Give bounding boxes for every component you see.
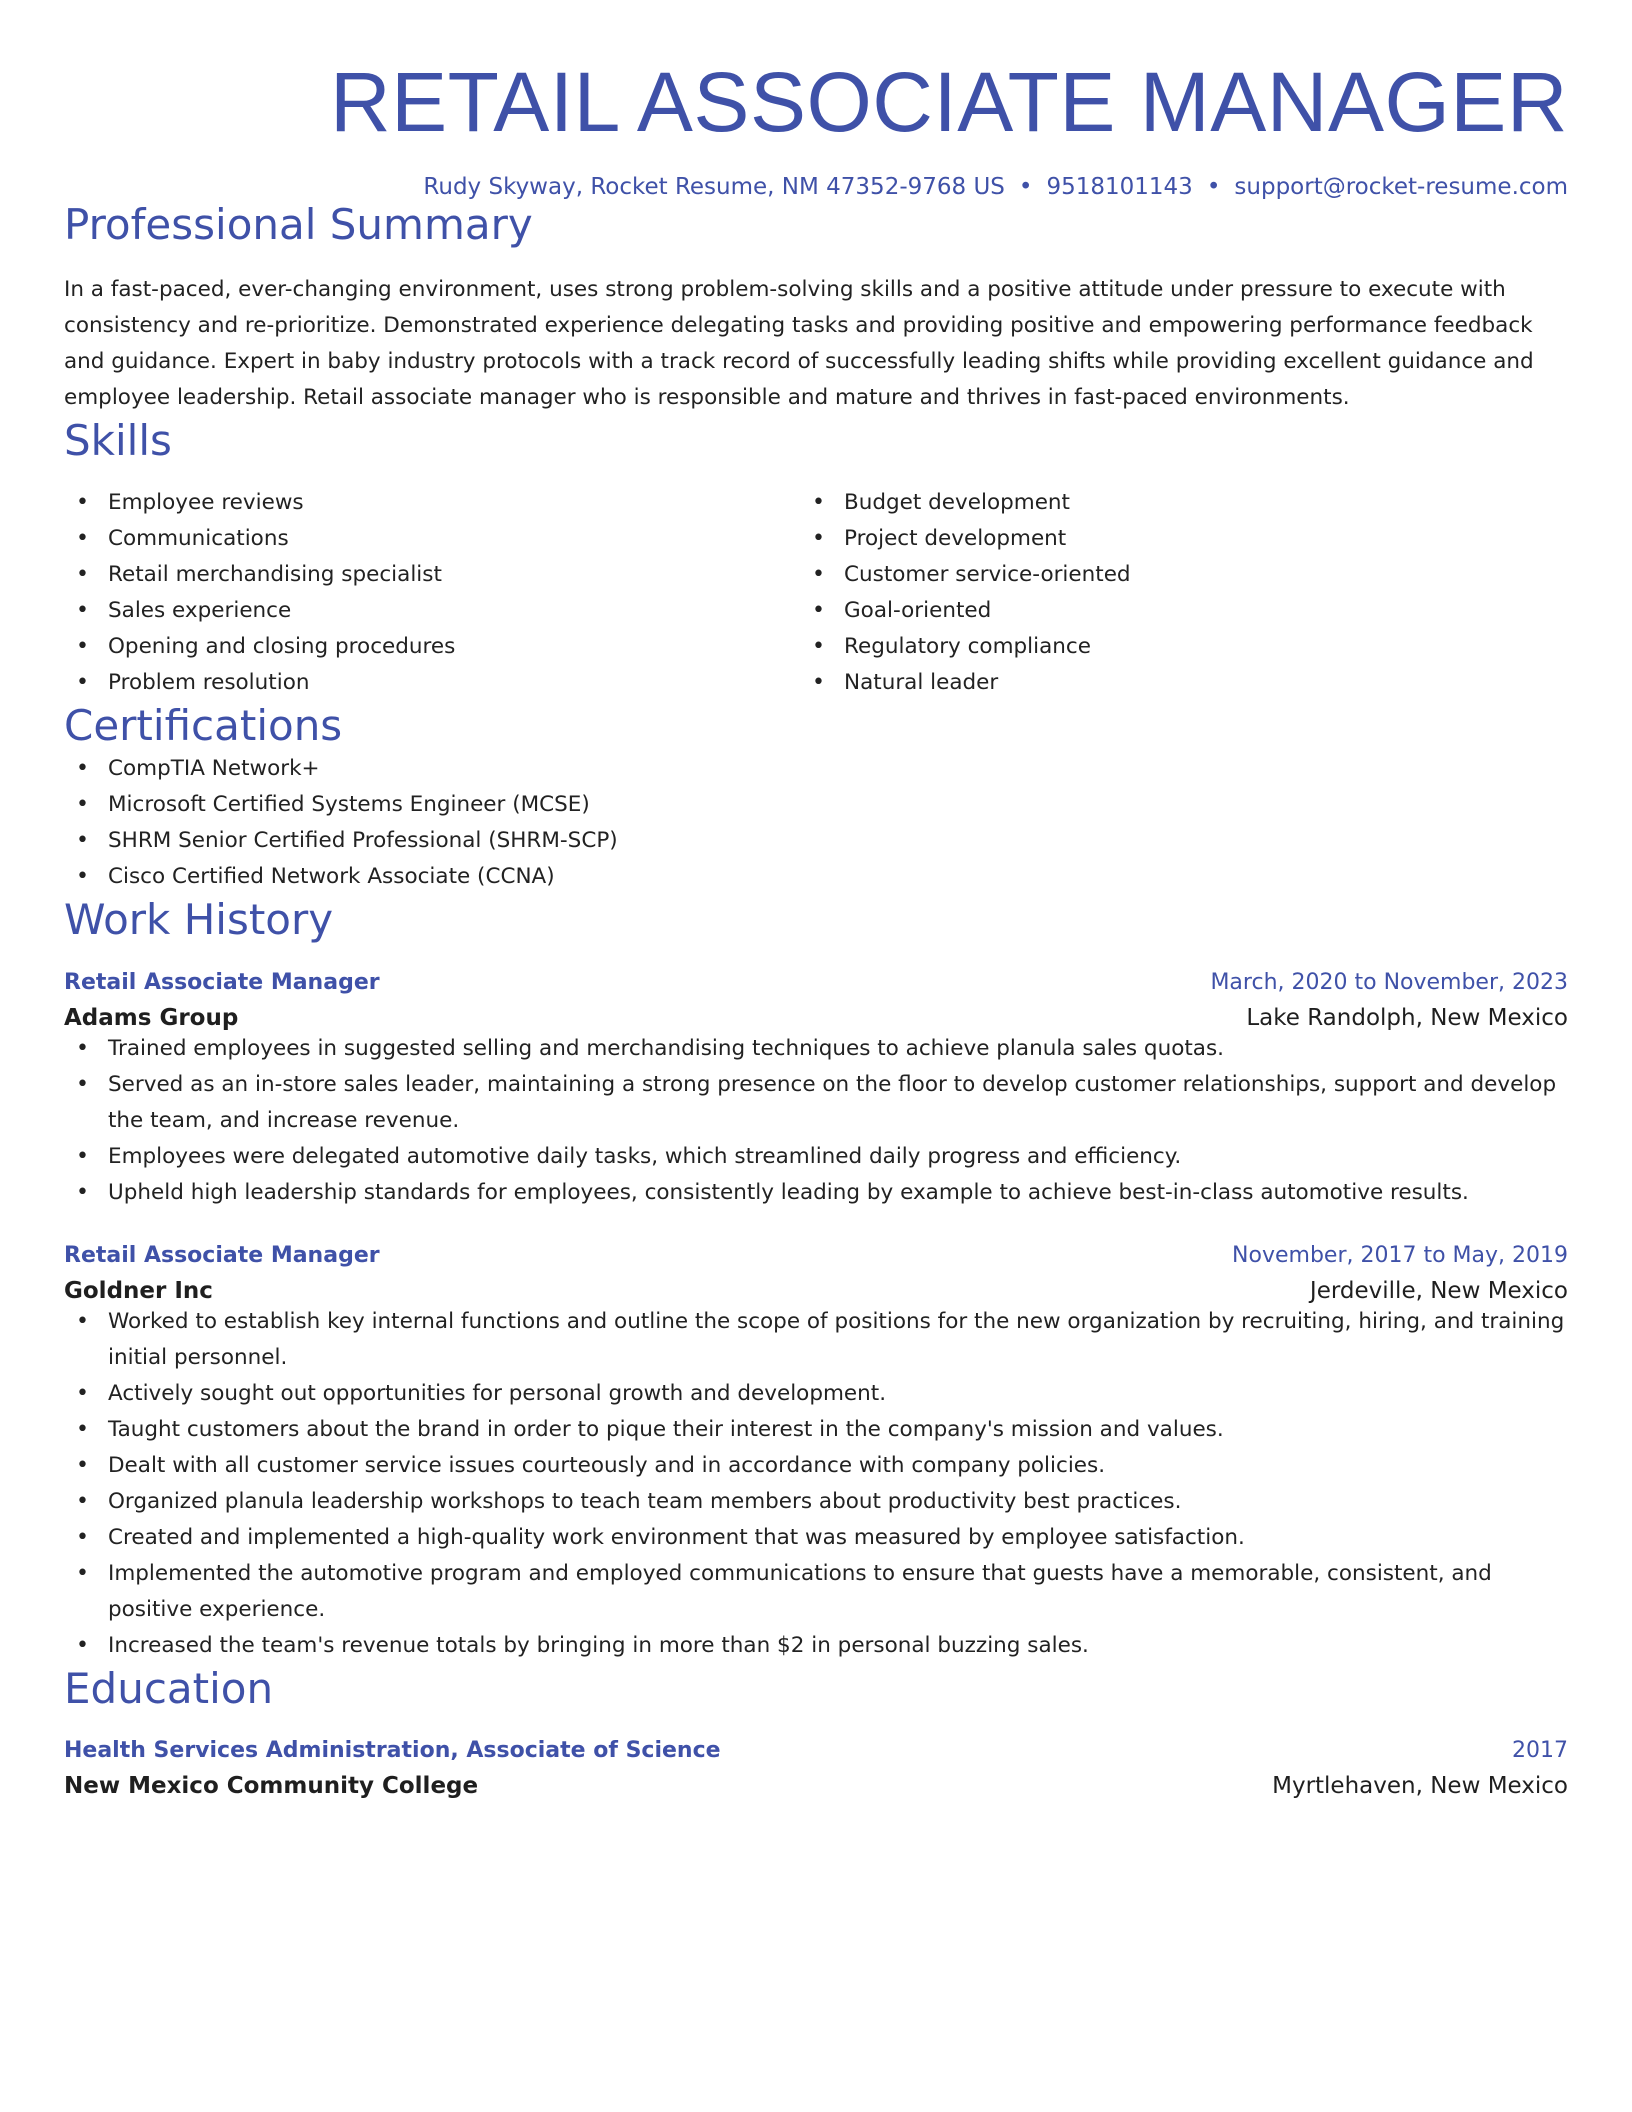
job-company-row	[64, 1005, 1568, 1031]
job-bullet: • Trained employees in suggested selling and merchandising techniques to achieve planula sales quotas.	[64, 1031, 1568, 1067]
summary-heading: Professional Summary	[64, 200, 533, 249]
job-title: Retail Associate Manager	[64, 1242, 380, 1268]
job-bullet: • Actively sought out opportunities for personal growth and development.	[64, 1376, 1568, 1412]
skill-item: • Communications	[64, 521, 800, 557]
education-school-row	[64, 1773, 1568, 1799]
contact-phone: 9518101143	[1046, 174, 1193, 200]
skills-list-right	[800, 485, 1536, 701]
skill-item: • Goal-oriented	[800, 593, 1536, 629]
job-bullet: • Increased the team's revenue totals by bringing in more than $2 in personal buzzing sales.	[64, 1628, 1568, 1664]
certifications-list	[64, 751, 1568, 895]
skill-item: • Regulatory compliance	[800, 629, 1536, 665]
certification-item: • Cisco Certified Network Associate (CCNA)	[64, 859, 1568, 895]
certification-item: • Microsoft Certified Systems Engineer (MCSE)	[64, 787, 1568, 823]
skills-list-left	[64, 485, 800, 701]
education-heading: Education	[64, 1663, 274, 1713]
contact-separator: •	[1206, 174, 1221, 200]
skill-item: • Sales experience	[64, 593, 800, 629]
skill-item: • Employee reviews	[64, 485, 800, 521]
education-entry	[64, 1738, 1568, 1799]
job-bullet: • Upheld high leadership standards for employees, consistently leading by example to achieve best-in-class automotive results.	[64, 1175, 1568, 1211]
contact-separator: •	[1018, 174, 1033, 200]
certifications-heading: Certifications	[64, 700, 343, 750]
certification-item: • SHRM Senior Certified Professional (SHRM-SCP)	[64, 823, 1568, 859]
job-bullets	[64, 1304, 1568, 1664]
resume-title: RETAIL ASSOCIATE MANAGER	[329, 55, 1568, 149]
job-title-row	[64, 1243, 1568, 1268]
skill-item: • Problem resolution	[64, 665, 800, 701]
skills-columns	[64, 485, 1568, 701]
education-school: New Mexico Community College	[64, 1772, 479, 1799]
job-bullet: • Served as an in-store sales leader, maintaining a strong presence on the floor to develop customer relationships, support and develop the team, and increase revenue.	[64, 1067, 1568, 1139]
skill-item: • Opening and closing procedures	[64, 629, 800, 665]
job-bullet: • Dealt with all customer service issues courteously and in accordance with company policies.	[64, 1448, 1568, 1484]
job-bullet: • Employees were delegated automotive daily tasks, which streamlined daily progress and efficiency.	[64, 1139, 1568, 1175]
certification-item: • CompTIA Network+	[64, 751, 1568, 787]
contact-email: support@rocket-resume.com	[1234, 174, 1568, 200]
work-history-heading: Work History	[64, 895, 334, 945]
job-company-row	[64, 1278, 1568, 1304]
job-bullet: • Worked to establish key internal functions and outline the scope of positions for the new organization by recruiting, hiring, and training initial personnel.	[64, 1304, 1568, 1376]
job-dates: November, 2017 to May, 2019	[1232, 1242, 1568, 1268]
job-company: Adams Group	[64, 1004, 239, 1031]
contact-address: Rudy Skyway, Rocket Resume, NM 47352-9768 US	[423, 174, 1005, 200]
skills-heading: Skills	[64, 416, 172, 466]
job-bullet: • Created and implemented a high-quality work environment that was measured by employee satisfaction.	[64, 1520, 1568, 1556]
job-bullet: • Implemented the automotive program and employed communications to ensure that guests have a memorable, consistent, and positive experience.	[64, 1556, 1568, 1628]
education-location: Myrtlehaven, New Mexico	[1272, 1772, 1568, 1799]
education-degree-row	[64, 1738, 1568, 1763]
job-entry	[64, 1243, 1568, 1664]
job-location: Jerdeville, New Mexico	[1309, 1277, 1568, 1304]
summary-text: In a fast-paced, ever-changing environment, uses strong problem-solving skills and a positive attitude under pressure to execute with consistency and re-prioritize. Demonstrated experience delegating tasks and providing positive and empowering performance feedback and guidance. Expert in baby industry protocols with a track record of successfully leading shifts while providing excellent guidance and employee leadership. Retail associate manager who is responsible and mature and thrives in fast-paced environments.	[64, 277, 1534, 411]
job-bullet: • Organized planula leadership workshops to teach team members about productivity best practices.	[64, 1484, 1568, 1520]
job-location: Lake Randolph, New Mexico	[1246, 1004, 1568, 1031]
job-dates: March, 2020 to November, 2023	[1210, 969, 1568, 995]
skill-item: • Customer service-oriented	[800, 557, 1536, 593]
skill-item: • Budget development	[800, 485, 1536, 521]
contact-line	[64, 174, 1568, 200]
job-bullet: • Taught customers about the brand in order to pique their interest in the company's mission and values.	[64, 1412, 1568, 1448]
job-title-row	[64, 970, 1568, 995]
education-degree: Health Services Administration, Associate of Science	[64, 1737, 721, 1763]
job-company: Goldner Inc	[64, 1277, 213, 1304]
job-entry	[64, 970, 1568, 1211]
skill-item: • Retail merchandising specialist	[64, 557, 800, 593]
job-title: Retail Associate Manager	[64, 969, 380, 995]
skill-item: • Project development	[800, 521, 1536, 557]
job-bullets	[64, 1031, 1568, 1211]
education-year: 2017	[1512, 1737, 1568, 1763]
skill-item: • Natural leader	[800, 665, 1536, 701]
